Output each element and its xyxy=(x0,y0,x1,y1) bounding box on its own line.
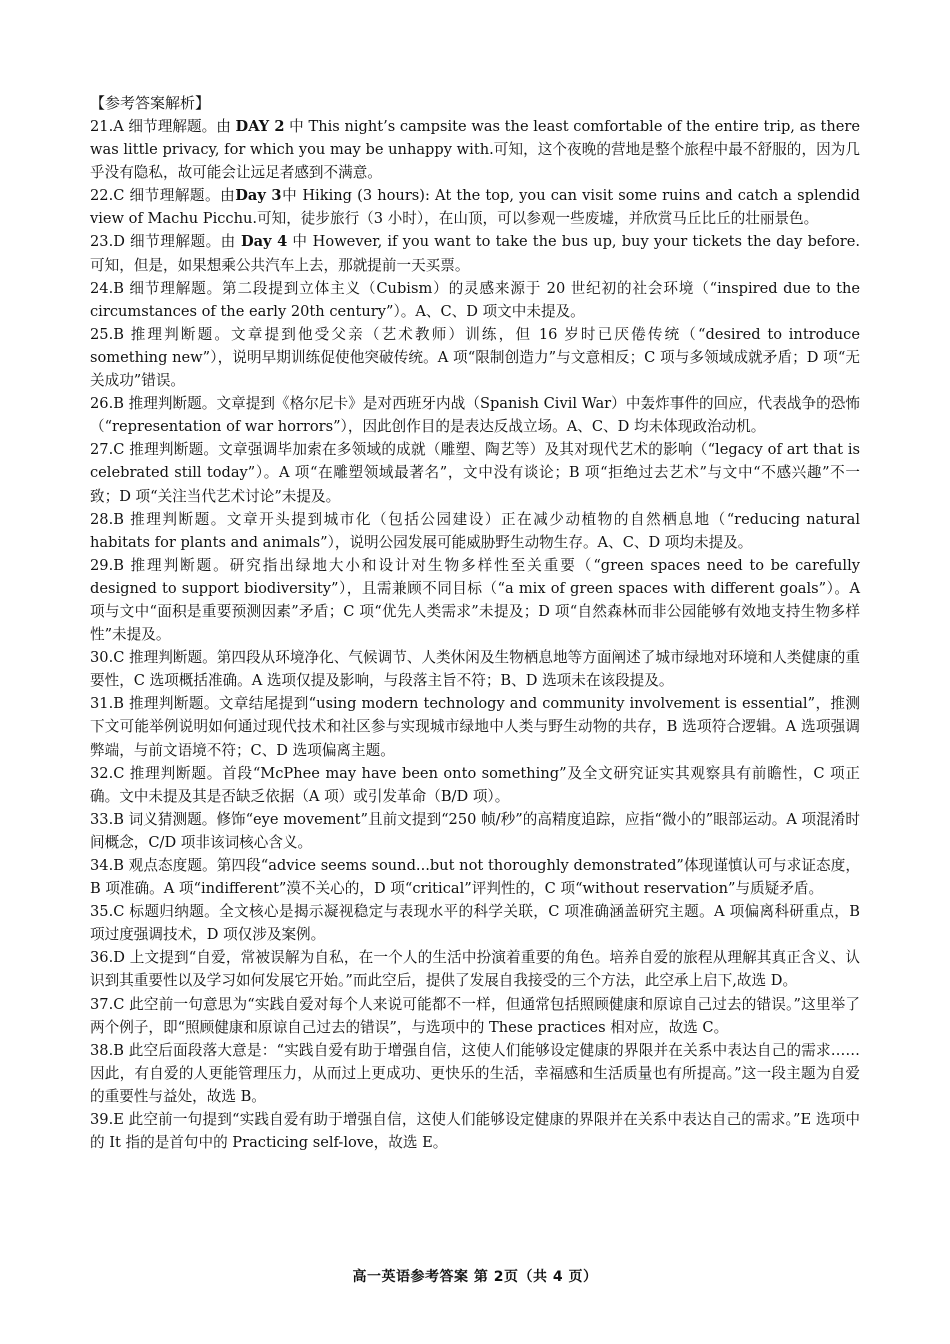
answer-entry xyxy=(90,762,860,808)
answer-entry xyxy=(90,646,860,692)
answer-entry xyxy=(90,438,860,507)
day-reference: DAY 2 xyxy=(235,118,285,135)
answer-entry xyxy=(90,946,860,992)
answer-text: 24.B 细节理解题。第二段提到立体主义（Cubism）的灵感来源于 20 世纪初的社会环境（“inspired due to the circumstances of the early 20th century”）。A、C、D 项文中未提及。 xyxy=(90,279,860,320)
answer-text: 28.B 推理判断题。文章开头提到城市化（包括公园建设）正在减少动植物的自然栖息地（“reducing natural habitats for plants and animals”），说明公园发展可能威胁野生动物生存。A、C、D 项均未提及。 xyxy=(90,510,860,551)
answer-text: 32.C 推理判断题。首段“McPhee may have been onto something”及全文研究证实其观察具有前瞻性，C 项正确。文中未提及其是否缺乏依据（A 项）或引发革命（B/D 项）。 xyxy=(90,764,860,805)
answer-entry xyxy=(90,115,860,184)
answer-entry xyxy=(90,993,860,1039)
answer-text: 23.D 细节理解题。由 xyxy=(90,233,241,251)
answer-text: 27.C 推理判断题。文章强调毕加索在多领域的成就（雕塑、陶艺等）及其对现代艺术的影响（“legacy of art that is celebrated still today”）。A 项“在雕塑领域最著名”，文中没有谈论；B 项“拒绝过去艺术”与文中“不感兴趣”不一致；D 项“关注当代艺术讨论”未提及。 xyxy=(90,441,860,505)
answer-entry xyxy=(90,508,860,554)
day-reference: Day 3 xyxy=(235,187,282,205)
page-footer: 高一英语参考答案 第 2页（共 4 页） xyxy=(352,1269,598,1285)
answer-text: 37.C 此空前一句意思为“实践自爱对每个人来说可能都不一样，但通常包括照顾健康和原谅自己过去的错误。”这里举了两个例子，即“照顾健康和原谅自己过去的错误”，与选项中的 These practices 相对应，故选 C。 xyxy=(90,995,860,1036)
answer-text: 38.B 此空后面段落大意是：“实践自爱有助于增强自信，这使人们能够设定健康的界限并在关系中表达自己的需求……因此，有自爱的人更能管理压力，从而过上更成功、更快乐的生活，幸福感和生活质量也有所提高。”这一段主题为自爱的重要性与益处，故选 B。 xyxy=(90,1041,860,1105)
answer-entry xyxy=(90,900,860,946)
answer-text: 39.E 此空前一句提到“实践自爱有助于增强自信，这使人们能够设定健康的界限并在关系中表达自己的需求。”E 选项中的 It 指的是首句中的 Practicing self-love，故选 E。 xyxy=(90,1111,860,1152)
answer-entry xyxy=(90,392,860,438)
answer-text: 26.B 推理判断题。文章提到《格尔尼卡》是对西班牙内战（Spanish Civil War）中轰炸事件的回应，代表战争的恐怖（“representation of war horrors”），因此创作目的是表达反战立场。A、C、D 均未体现政治动机。 xyxy=(90,395,860,436)
answer-text: 22.C 细节理解题。由 xyxy=(90,187,236,205)
answer-text: 21.A 细节理解题。由 xyxy=(90,118,236,135)
answer-entry xyxy=(90,554,860,646)
answer-entry xyxy=(90,692,860,761)
answer-entry xyxy=(90,808,860,854)
answer-entry xyxy=(90,277,860,323)
answer-entry xyxy=(90,184,860,230)
answer-text: 36.D 上文提到“自爱，常被误解为自私，在一个人的生活中扮演着重要的角色。培养自爱的旅程从理解其真正含义、认识到其重要性以及学习如何发展它开始。”而此空后，提供了发展自我接受的三个方法，此空承上启下,故选 D。 xyxy=(90,949,860,990)
answer-text: 29.B 推理判断题。研究指出绿地大小和设计对生物多样性至关重要（“green spaces need to be carefully designed to support biodiversity”），且需兼顾不同目标（“a mix of green spaces with different goals”）。A 项与文中“面积是重要预测因素”矛盾；C 项“优先人类需求”未提及；D 项“自然森林而非公园能够有效地支持生物多样性”未提及。 xyxy=(90,556,860,644)
answer-text: 31.B 推理判断题。文章结尾提到“using modern technology and community involvement is essential”，推测下文可能举例说明如何通过现代技术和社区参与实现城市绿地中人类与野生动物的共存，B 选项符合逻辑。A 选项强调弊端，与前文语境不符；C、D 选项偏离主题。 xyxy=(90,695,860,759)
section-heading: 【参考答案解析】 xyxy=(90,94,211,112)
answer-entry xyxy=(90,1108,860,1154)
answer-entry xyxy=(90,1039,860,1108)
answer-entry xyxy=(90,854,860,900)
answer-text: 35.C 标题归纳题。全文核心是揭示凝视稳定与表现水平的科学关联，C 项准确涵盖研究主题。A 项偏离科研重点，B 项过度强调技术，D 项仅涉及案例。 xyxy=(90,903,860,944)
answer-text-continued: 中 This night’s campsite was the least comfortable of the entire trip, as there was little privacy, for which you may be unhappy with.可知，这个夜晚的营地是整个旅程中最不舒服的，因为几乎没有隐私，故可能会让远足者感到不满意。 xyxy=(90,118,861,182)
answer-list xyxy=(90,115,860,1154)
answer-entry xyxy=(90,323,860,392)
answer-entry xyxy=(90,230,860,276)
answer-text: 25.B 推理判断题。文章提到他受父亲（艺术教师）训练，但 16 岁时已厌倦传统（“desired to introduce something new”），说明早期训练促使他突破传统。A 项“限制创造力”与文意相反；C 项与多领域成就矛盾；D 项“无关成功”错误。 xyxy=(90,325,860,390)
answer-text-continued: 中 Hiking (3 hours): At the top, you can visit some ruins and catch a splendid view of Machu Picchu.可知，徒步旅行（3 小时），在山顶，可以参观一些废墟，并欣赏马丘比丘的壮丽景色。 xyxy=(90,187,860,228)
answer-text: 34.B 观点态度题。第四段“advice seems sound...but not thoroughly demonstrated”体现谨慎认可与求证态度，B 项准确。A 项“indifferent”漠不关心的，D 项“critical”评判性的，C 项“without reservation”与质疑矛盾。 xyxy=(90,857,860,898)
answer-text-continued: 中 However, if you want to take the bus up, buy your tickets the day before.可知，但是，如果想乘公共汽车上去，那就提前一天买票。 xyxy=(90,233,860,274)
answer-text: 30.C 推理判断题。第四段从环境净化、气候调节、人类休闲及生物栖息地等方面阐述了城市绿地对环境和人类健康的重要性，C 选项概括准确。A 选项仅提及影响，与段落主旨不符；B、D 选项未在该段提及。 xyxy=(90,649,860,690)
answer-explanations xyxy=(90,92,860,1154)
day-reference: Day 4 xyxy=(240,233,288,251)
answer-text: 33.B 词义猜测题。修饰“eye movement”且前文提到“250 帧/秒”的高精度追踪，应指“微小的”眼部运动。A 项混淆时间概念，C/D 项非该词核心含义。 xyxy=(90,810,860,851)
